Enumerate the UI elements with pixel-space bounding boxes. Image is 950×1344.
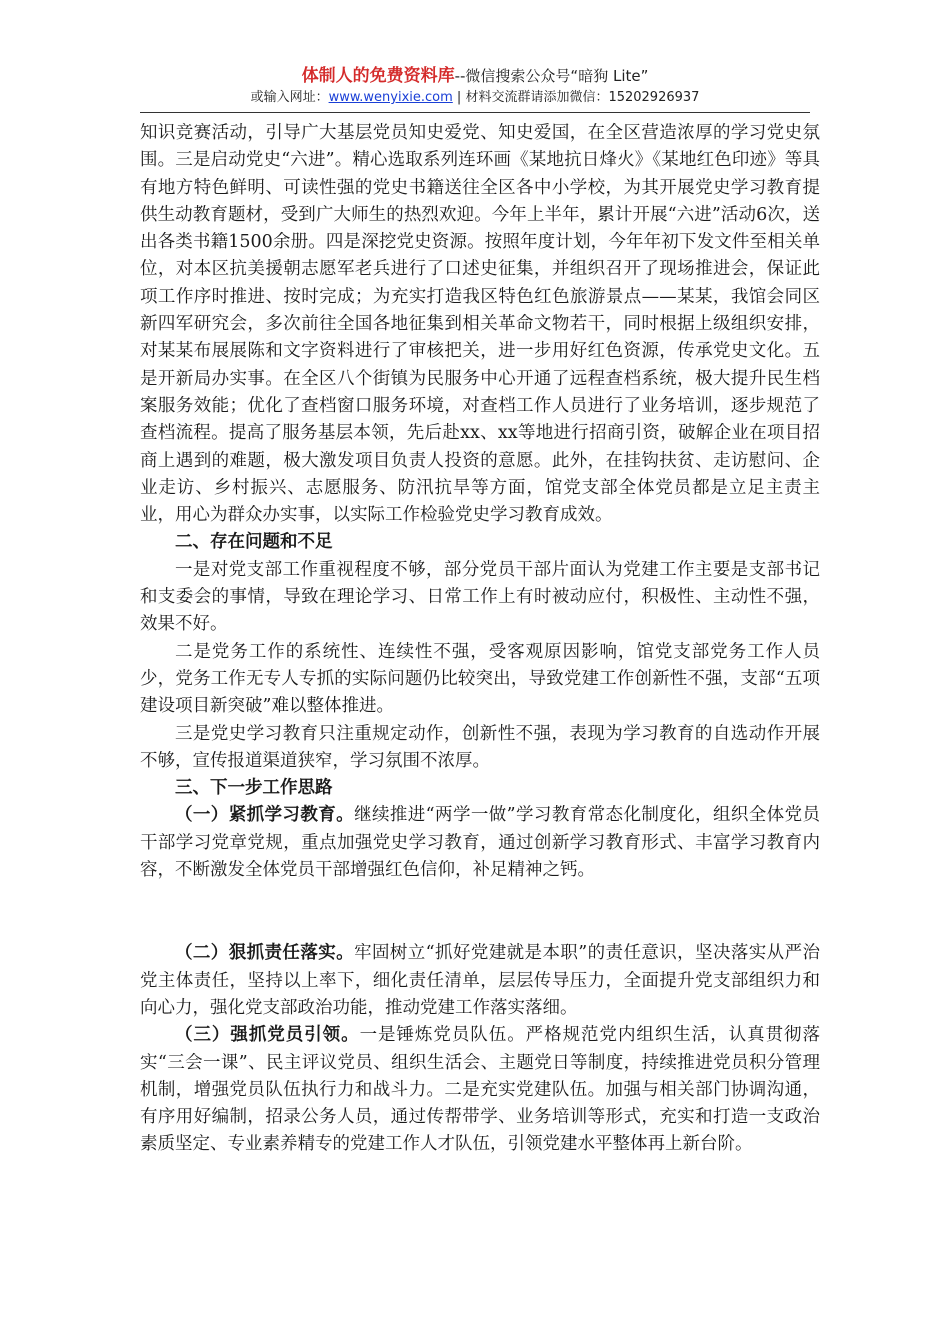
brand-title: 体制人的免费资料库	[301, 66, 455, 86]
section-heading-problems: 二、存在问题和不足	[175, 532, 333, 553]
page-header	[0, 66, 950, 108]
paragraph-problem-1: 一是对党支部工作重视程度不够，部分党员干部片面认为党建工作主要是支部书记和支委会的事情，导致在理论学习、日常工作上有时被动应付，积极性、主动性不强，效果不好。	[140, 559, 820, 635]
website-link[interactable]: www.wenyixie.com	[328, 90, 453, 105]
step-1-text: 继续推进“两学一做”学习教育常态化制度化，组织全体党员干部学习党章党规，重点加强党史学习教育，通过创新学习教育形式、丰富学习教育内容，不断激发全体党员干部增强红色信仰，补足精神之钙。	[140, 805, 820, 881]
paragraph-step-3	[140, 1022, 820, 1158]
step-2-title: （二）狠抓责任落实。	[175, 943, 355, 964]
paragraph-step-2	[140, 940, 820, 1022]
header-contact-line	[0, 88, 950, 108]
spacer	[140, 884, 820, 940]
url-prefix: 或输入网址：	[250, 90, 329, 105]
step-3-title: （三）强抓党员引领。	[175, 1025, 360, 1046]
step-3-text: 一是锤炼党员队伍。严格规范党内组织生活，认真贯彻落实“三会一课”、民主评议党员、组织生活会、主题党日等制度，持续推进党员积分管理机制，增强党员队伍执行力和战斗力。二是充实党建队伍。加强与相关部门协调沟通，有序用好编制，招录公务人员，通过传帮带学、业务培训等形式，充实和打造一支政治素质坚定、专业素养精专的党建工作人才队伍，引领党建水平整体再上新台阶。	[140, 1025, 821, 1155]
paragraph-step-1	[140, 802, 820, 884]
paragraph-continued: 知识竞赛活动，引导广大基层党员知史爱党、知史爱国，在全区营造浓厚的学习党史氛围。三是启动党史“六进”。精心选取系列连环画《某地抗日烽火》《某地红色印迹》等具有地方特色鲜明、可读性强的党史书籍送往全区各中小学校，为其开展党史学习教育提供生动教育题材，受到广大师生的热烈欢迎。今年上半年，累计开展“六进”活动6次，送出各类书籍1500余册。四是深挖党史资源。按照年度计划，今年年初下发文件至相关单位，对本区抗美援朝志愿军老兵进行了口述史征集，并组织召开了现场推进会，保证此项工作序时推进、按时完成；为充实打造我区特色红色旅游景点——某某，我馆会同区新四军研究会，多次前往全国各地征集到相关革命文物若干，同时根据上级组织安排，对某某布展展陈和文字资料进行了审核把关，进一步用好红色资源，传承党史文化。五是开新局办实事。在全区八个街镇为民服务中心开通了远程查档系统，极大提升民生档案服务效能；优化了查档窗口服务环境，对查档工作人员进行了业务培训，逐步规范了查档流程。提高了服务基层本领，先后赴xx、xx等地进行招商引资，破解企业在项目招商上遇到的难题，极大激发项目负责人投资的意愿。此外，在挂钩扶贫、走访慰问、企业走访、乡村振兴、志愿服务、防汛抗旱等方面，馆党支部全体党员都是立足主责主业，用心为群众办实事，以实际工作检验党史学习教育成效。	[140, 123, 820, 526]
step-2-text: 牢固树立“抓好党建就是本职”的责任意识，坚决落实从严治党主体责任，坚持以上率下，细化责任清单，层层传导压力，全面提升党支部组织力和向心力，强化党支部政治功能，推动党建工作落实落细。	[140, 943, 820, 1018]
header-title-line	[0, 66, 950, 86]
header-divider	[140, 112, 810, 113]
step-1-title: （一）紧抓学习教育。	[175, 805, 355, 826]
header-slogan: --微信搜索公众号“暗狗 Lite”	[454, 67, 649, 85]
paragraph-problem-3: 三是党史学习教育只注重规定动作，创新性不强，表现为学习教育的自选动作开展不够，宣传报道渠道狭窄，学习氛围不浓厚。	[140, 723, 820, 771]
contact-info: | 材料交流群请添加微信：15202926937	[452, 90, 700, 105]
paragraph-problem-2: 二是党务工作的系统性、连续性不强，受客观原因影响，馆党支部党务工作人员少，党务工作无专人专抓的实际问题仍比较突出，导致党建工作创新性不强，支部“五项建设项目新突破”难以整体推进。	[140, 641, 820, 717]
document-body	[140, 120, 820, 1159]
section-heading-next-steps: 三、下一步工作思路	[175, 778, 333, 799]
